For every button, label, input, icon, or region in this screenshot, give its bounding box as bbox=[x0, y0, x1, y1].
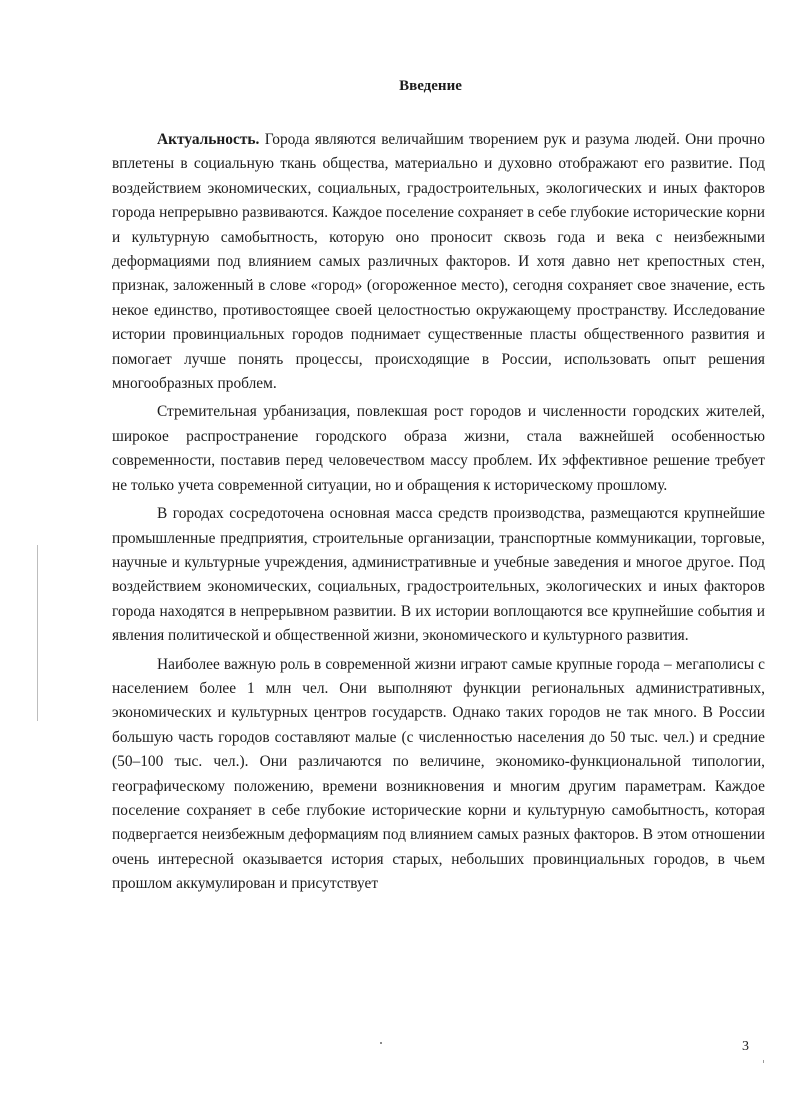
paragraph-relevance bbox=[112, 128, 765, 396]
scan-artifact-line bbox=[37, 545, 38, 721]
paragraph-megapolises: Наиболее важную роль в современной жизни играют самые крупные города – мегаполисы с населением более 1 млн чел. Они выполняют функции региональных административных, экономических и культурных центров государств. Однако таких городов не так много. В России большую часть городов составляют малые (с численностью населения до 50 тыс. чел.) и средние (50–100 тыс. чел.). Они различаются по величине, экономико-функциональной типологии, географическому положению, времени возникновения и многим другим параметрам. Каждое поселение сохраняет в себе глубокие исторические корни и культурную самобытность, которая подвергается неизбежным деформациям под влиянием самых разных факторов. В этом отношении очень интересной оказывается история старых, небольших провинциальных городов, в чьем прошлом аккумулирован и присутствует bbox=[112, 655, 765, 893]
scan-artifact-dot bbox=[380, 1042, 382, 1044]
scan-artifact-dot bbox=[763, 1060, 764, 1063]
paragraph-text: Города являются величайшим творением рук и разума людей. Они прочно вплетены в социальную ткань общества, материально и духовно отображают его развитие. Под воздействием экономических, социальных, градостроительных, экологических и иных факторов города непрерывно развиваются. Каждое поселение сохраняет в себе глубокие исторические корни и культурную самобытность, которую оно проносит сквозь года и века с неизбежными деформациями под влиянием самых различных факторов. И хотя давно нет крепостных стен, признак, заложенный в слове «город» (огороженное место), сегодня сохраняет свое значение, есть некое единство, противостоящее своей целостностью окружающему пространству. Исследование истории провинциальных городов поднимает существенные пласты общественного развития и помогает лучше понять процессы, происходящие в России, использовать опыт решения многообразных проблем. bbox=[112, 131, 765, 393]
paragraph-lead: Актуальность. bbox=[157, 131, 260, 148]
document-body bbox=[112, 128, 765, 897]
paragraph-cities-production: В городах сосредоточена основная масса средств производства, размещаются крупнейшие промышленные предприятия, строительные организации, транспортные коммуникации, торговые, научные и культурные учреждения, административные и учебные заведения и многое другое. Под воздействием экономических, социальных, градостроительных, экологических и иных факторов города находятся в непрерывном развитии. В их истории воплощаются все крупнейшие события и явления политической и общественной жизни, экономического и культурного развития. bbox=[112, 505, 765, 645]
paragraph-urbanization: Стремительная урбанизация, повлекшая рост городов и численности городских жителей, широкое распространение городского образа жизни, стала важнейшей особенностью современности, поставив перед человечеством массу проблем. Их эффективное решение требует не только учета современной ситуации, но и обращения к историческому прошлому. bbox=[112, 403, 765, 494]
page-number: 3 bbox=[742, 1039, 749, 1054]
page-title: Введение bbox=[399, 78, 462, 94]
